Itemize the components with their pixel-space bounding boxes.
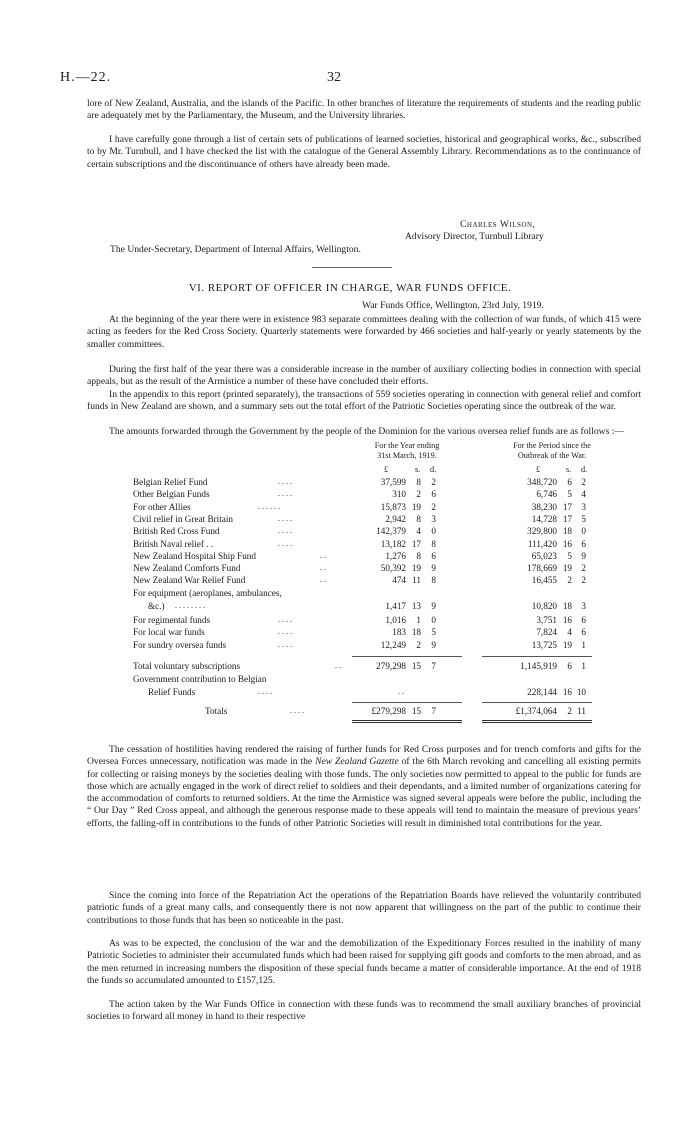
closing-paragraph-2: Since the coming into force of the Repatriation Act the operations of the Repatriation Boards have relieved the voluntarily contributed patriotic funds of a great many calls, and consequently there is not now apparent that willingness on the part of the public to continue their contributions to those funds that has been so noticeable in the past. [87, 890, 641, 926]
report-paragraph-3: In the appendix to this report (printed separately), the transactions of 559 societies operating in connection with general relief and comfort funds in New Zealand are shown, and a summary sets out the total effort of the Patriotic Societies operating since the outbreak of the war. [87, 389, 641, 413]
leader-dots: . . . . [278, 477, 292, 486]
period-shillings: 6 [567, 661, 572, 671]
page-header [60, 70, 640, 90]
leader-dots: . . [335, 661, 341, 670]
period-pence: 2 [581, 477, 586, 487]
leader-dots: . . . . [290, 706, 304, 715]
period-shillings: 16 [562, 615, 572, 625]
column-header-year [352, 441, 462, 460]
leader-dots: . . . . [278, 639, 292, 649]
leader-dots: . . . . [278, 526, 292, 536]
period-pounds: £1,374,064 [515, 706, 557, 716]
period-pence: 3 [581, 501, 586, 512]
period-pounds: 16,455 [531, 575, 557, 586]
addressee: The Under-Secretary, Department of Internal Affairs, Wellington. [110, 244, 361, 255]
period-shillings: 5 [567, 489, 572, 500]
year-pence: 8 [431, 575, 436, 586]
year-shillings: 2 [416, 489, 421, 500]
period-pence: 6 [581, 615, 586, 625]
row-label: For local war funds [133, 627, 205, 638]
closing-paragraph-1-part-a: The cessation of hostilities having rendered the raising of further funds for Red Cross purposes and for trench comforts and gifts for the Oversea Forces unnecessary, notification was made in the [87, 744, 641, 768]
row-label: For regimental funds [133, 615, 211, 625]
year-pounds: 12,249 [380, 639, 406, 650]
period-shillings: 18 [562, 526, 572, 537]
row-label: New Zealand Comforts Fund [133, 563, 241, 574]
year-pence: 9 [431, 639, 436, 650]
year-shillings: 15 [411, 706, 421, 716]
year-pounds: 13,182 [380, 538, 406, 549]
page-number: 32 [327, 70, 341, 85]
closing-paragraph-1 [87, 744, 641, 830]
intro-paragraph-1: lore of New Zealand, Australia, and the islands of the Pacific. In other branches of literature the requirements of students and the reading public are adequately met by the Parliamentary, the Museum, and the University libraries. [87, 98, 641, 122]
table-row [0, 615, 700, 628]
leader-dots: . . . . [278, 538, 292, 548]
period-pounds: 65,023 [531, 550, 557, 561]
year-shillings: 8 [416, 550, 421, 561]
year-pence: 6 [431, 489, 436, 500]
year-pence: 6 [431, 550, 436, 561]
table-row [0, 563, 700, 576]
column-header-year-line1: For the Year ending [374, 441, 440, 450]
period-pounds: 14,728 [531, 513, 557, 524]
totals-double-rule-year [352, 720, 462, 723]
period-pounds: 111,420 [527, 538, 557, 549]
row-label: Relief Funds [148, 687, 196, 697]
period-pounds: 1,145,919 [520, 661, 557, 671]
leader-dots: . . [398, 687, 404, 696]
year-pounds: 37,599 [380, 477, 406, 487]
period-shillings: 18 [562, 601, 572, 611]
table-row [0, 627, 700, 640]
table-row [0, 526, 700, 539]
period-pounds: 7,824 [536, 627, 557, 638]
year-pence: 9 [431, 563, 436, 574]
period-pounds: 38,230 [531, 501, 557, 512]
year-shillings: 18 [411, 627, 421, 638]
unit-shillings-year: s. [415, 465, 421, 474]
totals-rule-period [482, 702, 592, 703]
row-label: Belgian Relief Fund [133, 477, 208, 487]
table-row-total-voluntary [0, 661, 700, 674]
unit-shillings-period: s. [566, 465, 572, 474]
closing-paragraph-4: The action taken by the War Funds Office in connection with these funds was to recommend the small auxiliary branches of provincial societies to forward all money in hand to their respective [87, 999, 641, 1023]
period-pence: 6 [581, 627, 586, 638]
period-pence: 2 [581, 575, 586, 586]
unit-pence-period: d. [581, 465, 588, 474]
year-pounds: 310 [392, 489, 406, 500]
subtotal-rule-year [352, 656, 462, 657]
table-row-government-cont [0, 687, 700, 700]
year-pence: 0 [431, 526, 436, 537]
year-shillings: 2 [416, 639, 421, 650]
year-shillings: 19 [411, 501, 421, 512]
leader-dots: . . . . [278, 615, 292, 624]
period-pence: 1 [581, 639, 586, 650]
section-heading: VI. REPORT OF OFFICER IN CHARGE, WAR FUNDS OFFICE. [188, 282, 512, 294]
leader-dots: . . . . [278, 627, 292, 637]
row-label: Civil relief in Great Britain [133, 513, 234, 524]
period-pence: 3 [581, 601, 586, 611]
signature-title: Advisory Director, Turnbull Library [405, 231, 544, 242]
totals-rule-year [352, 702, 462, 703]
row-label: New Zealand Hospital Ship Fund [133, 550, 256, 561]
column-header-period [482, 441, 622, 460]
year-pence: 8 [431, 538, 436, 549]
period-pounds: 10,820 [531, 601, 557, 611]
table-row-equipment [0, 588, 700, 601]
signature-name: Charles Wilson, [460, 219, 536, 230]
period-pounds: 13,725 [531, 639, 557, 650]
period-pounds: 228,144 [527, 687, 557, 697]
year-pounds: 279,298 [376, 661, 406, 671]
year-pence: 0 [431, 615, 436, 625]
table-row [0, 477, 700, 490]
table-row-totals [0, 706, 700, 719]
period-shillings: 19 [562, 639, 572, 650]
year-pence: 3 [431, 513, 436, 524]
table-row [0, 575, 700, 588]
year-shillings: 15 [411, 661, 421, 671]
row-label: British Red Cross Fund [133, 526, 220, 537]
year-shillings: 17 [411, 538, 421, 549]
year-pounds: £279,298 [371, 706, 406, 716]
period-shillings: 2 [567, 706, 572, 716]
year-pounds: 1,417 [385, 601, 406, 611]
leader-dots: . . . . . . [258, 501, 280, 511]
intro-paragraph-2: I have carefully gone through a list of certain sets of publications of learned societies, historical and geographical works, &c., subscribed to by Mr. Turnbull, and I have checked the list with the catalogue of the General Assembly Library. Recommendations as to the continuance of certain subscriptions and the discontinuance of others have already been made. [87, 134, 641, 170]
period-pounds: 348,720 [527, 477, 557, 487]
table-row [0, 551, 700, 564]
column-header-year-line2: 31st March, 1919. [377, 450, 437, 460]
dateline: War Funds Office, Wellington, 23rd July, 1919. [362, 300, 544, 311]
year-pounds: 2,942 [385, 513, 406, 524]
report-paragraph-2: During the first half of the year there was a considerable increase in the number of auxiliary collecting bodies in connection with special appeals, but as the result of the Armistice a number of these have concluded their efforts. [87, 364, 641, 388]
leader-dots: . . . . . . . . [175, 601, 205, 610]
period-pence: 6 [581, 538, 586, 549]
year-shillings: 4 [416, 526, 421, 537]
period-shillings: 2 [567, 575, 572, 586]
table-row-equipment-cont [0, 601, 700, 614]
gazette-title: New Zealand Gazette [315, 756, 399, 768]
year-pounds: 1,016 [385, 615, 406, 625]
period-pence: 9 [581, 550, 586, 561]
year-pence: 2 [431, 477, 436, 487]
table-row-government [0, 674, 700, 687]
table-row [0, 489, 700, 502]
period-pence: 0 [581, 526, 586, 537]
table-row [0, 640, 700, 653]
year-pounds: 142,379 [376, 526, 406, 537]
period-shillings: 17 [562, 513, 572, 524]
leader-dots: . . . . [258, 687, 272, 696]
year-pence: 5 [431, 627, 436, 638]
row-label: Totals [205, 706, 228, 716]
period-pence: 2 [581, 563, 586, 574]
report-paragraph-4: The amounts forwarded through the Government by the people of the Dominion for the various oversea relief funds are as follows :— [109, 426, 624, 437]
leader-dots: . . [320, 550, 326, 560]
year-pounds: 50,392 [380, 563, 406, 574]
period-shillings: 16 [562, 538, 572, 549]
year-shillings: 13 [411, 601, 421, 611]
year-shillings: 8 [416, 513, 421, 524]
year-pounds: 183 [392, 627, 406, 638]
report-paragraph-1: At the beginning of the year there were in existence 983 separate committees dealing with the collection of war funds, of which 415 were acting as feeders for the Red Cross Society. Quarterly statements were forwarded by 466 societies and half-yearly or yearly statements by the smaller committees. [87, 314, 641, 350]
period-shillings: 17 [562, 501, 572, 512]
period-pence: 11 [577, 706, 586, 716]
unit-pounds-period: £ [536, 465, 541, 474]
year-pence: 2 [431, 501, 436, 512]
year-shillings: 11 [412, 575, 421, 586]
period-pounds: 6,746 [536, 489, 557, 500]
year-pence: 9 [431, 601, 436, 611]
period-pence: 1 [581, 661, 586, 671]
year-shillings: 19 [411, 563, 421, 574]
closing-paragraph-1-part-b: of the 6th March revoking and cancelling all existing permits for collecting or raising moneys by the societies dealing with those funds. The only societies now permitted to appeal to the public for funds are those which are actually engaged in the work of direct relief to soldiers and their dependants, and a limited number of organizations catering for the accommodation of comforts to returned soldiers. At the time the Armistice was signed several appeals were before the public, including the “ Our Day ” Red Cross appeal, and although the generous response made to these appeals will tend to maintain the measure of previous years’ efforts, the falling-off in contributions to the funds of other Patriotic Societies will result in diminished total contributions for the year. [87, 756, 641, 829]
year-pence: 7 [431, 706, 436, 716]
subtotal-rule-period [482, 656, 592, 657]
period-shillings: 6 [567, 477, 572, 487]
row-label: Government contribution to Belgian [133, 674, 267, 684]
column-header-period-line2: Outbreak of the War. [517, 450, 587, 460]
row-label: For equipment (aeroplanes, ambulances, [133, 588, 282, 598]
row-label: Other Belgian Funds [133, 489, 210, 500]
leader-dots: . . . . [278, 513, 292, 523]
row-label: New Zealand War Relief Fund [133, 575, 246, 586]
year-pence: 7 [431, 661, 436, 671]
period-pence: 5 [581, 513, 586, 524]
year-pounds: 474 [392, 575, 406, 586]
period-shillings: 16 [562, 687, 572, 697]
year-shillings: 1 [416, 615, 421, 625]
section-divider [312, 267, 392, 268]
unit-pounds-year: £ [384, 465, 389, 474]
period-pounds: 3,751 [536, 615, 557, 625]
row-label: Total voluntary subscriptions [133, 661, 241, 671]
row-label: For sundry oversea funds [133, 639, 227, 650]
row-label: For other Allies [133, 501, 191, 512]
row-label: &c.) [148, 601, 165, 611]
unit-pence-year: d. [430, 465, 437, 474]
document-code: H.—22. [60, 70, 112, 85]
totals-double-rule-period [482, 720, 592, 723]
period-shillings: 4 [567, 627, 572, 638]
table-row [0, 539, 700, 552]
table-row [0, 514, 700, 527]
row-label: British Naval relief . . [133, 538, 214, 549]
column-header-period-line1: For the Period since the [513, 441, 591, 450]
closing-paragraph-3: As was to be expected, the conclusion of the war and the demobilization of the Expeditionary Forces resulted in the inability of many Patriotic Societies to administer their accumulated funds which had been raised for supplying gift goods and comforts to the men abroad, and as the men returned in increasing numbers the disposition of these special funds became a matter of considerable importance. At the end of 1918 the funds so accumulated amounted to £157,125. [87, 938, 641, 986]
period-pence: 10 [576, 687, 586, 697]
period-shillings: 19 [562, 563, 572, 574]
table-row [0, 502, 700, 515]
period-pounds: 329,800 [527, 526, 557, 537]
period-pounds: 178,669 [527, 563, 557, 574]
period-pence: 4 [581, 489, 586, 500]
leader-dots: . . [320, 563, 326, 573]
period-shillings: 5 [567, 550, 572, 561]
leader-dots: . . [320, 575, 326, 585]
year-shillings: 8 [416, 477, 421, 487]
leader-dots: . . . . [278, 489, 292, 499]
year-pounds: 15,873 [380, 501, 406, 512]
year-pounds: 1,276 [385, 550, 406, 561]
